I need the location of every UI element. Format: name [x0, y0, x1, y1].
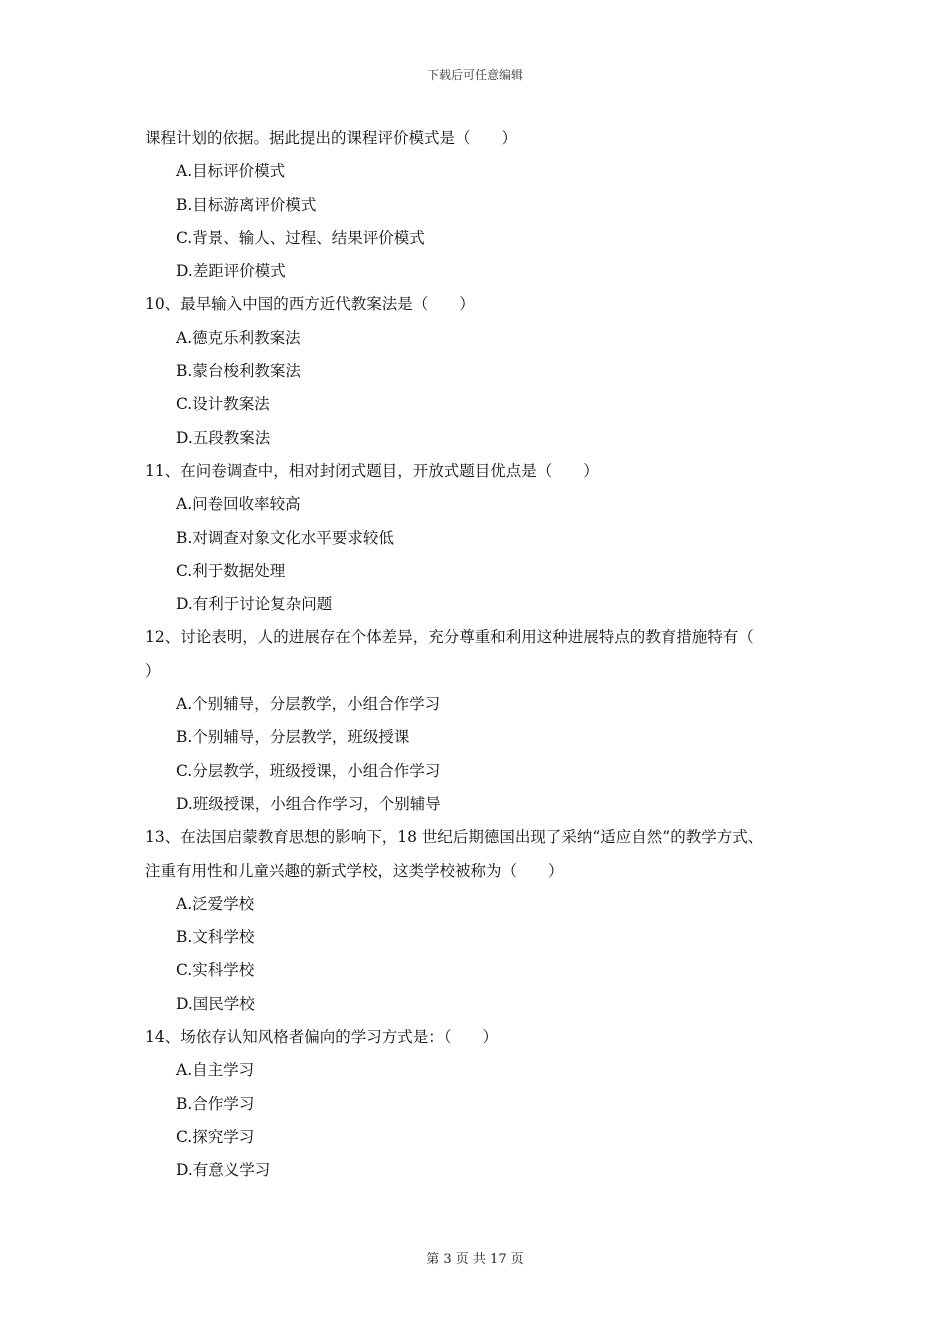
answer-option: C.分层教学，班级授课，小组合作学习: [176, 761, 441, 780]
answer-option: B.合作学习: [176, 1094, 255, 1113]
answer-option: B.文科学校: [176, 928, 255, 947]
question-text: 12、讨论表明，人的进展存在个体差异，充分尊重和利用这种进展特点的教育措施特有（: [145, 628, 754, 647]
answer-option: B.对调查对象文化水平要求较低: [176, 528, 394, 547]
answer-option: A.泛爱学校: [176, 894, 255, 913]
answer-option: D.差距评价模式: [176, 262, 286, 281]
answer-option: C.设计教案法: [176, 395, 270, 414]
question-text: 课程计划的依据。据此提出的课程评价模式是（ ）: [145, 129, 518, 147]
answer-option: A.个别辅导，分层教学，小组合作学习: [176, 695, 441, 714]
answer-option: A.自主学习: [176, 1061, 255, 1080]
answer-option: D.有利于讨论复杂问题: [176, 595, 333, 614]
answer-option: D.国民学校: [176, 994, 255, 1013]
answer-option: A.问卷回收率较高: [176, 495, 301, 514]
question-text: 11、在问卷调查中，相对封闭式题目，开放式题目优点是（ ）: [145, 461, 599, 480]
question-text: 注重有用性和儿童兴趣的新式学校，这类学校被称为（ ）: [145, 861, 564, 880]
answer-option: C.背景、输人、过程、结果评价模式: [176, 228, 425, 247]
answer-option: C.利于数据处理: [176, 561, 286, 580]
page-header: 下载后可任意编辑: [426, 68, 523, 82]
page-footer: 第 3 页 共 17 页: [426, 1252, 524, 1267]
answer-option: C.探究学习: [176, 1127, 255, 1146]
question-text: 13、在法国启蒙教育思想的影响下，18 世纪后期德国出现了采纳“适应自然”的教学方式、: [145, 828, 764, 847]
answer-option: D.有意义学习: [176, 1161, 271, 1180]
answer-option: B.个别辅导，分层教学，班级授课: [176, 728, 410, 747]
answer-option: A.目标评价模式: [176, 162, 286, 181]
answer-option: D.班级授课，小组合作学习，个别辅导: [176, 794, 441, 813]
question-text: 14、场依存认知风格者偏向的学习方式是：（ ）: [145, 1028, 498, 1047]
answer-option: D.五段教案法: [176, 428, 271, 447]
answer-option: C.实科学校: [176, 961, 255, 980]
question-text: ）: [145, 661, 161, 680]
answer-option: B.目标游离评价模式: [176, 195, 317, 214]
answer-option: B.蒙台梭利教案法: [176, 362, 301, 381]
question-text: 10、最早输入中国的西方近代教案法是（ ）: [145, 295, 475, 314]
answer-option: A.德克乐利教案法: [176, 328, 301, 347]
document-body: [145, 122, 825, 1188]
